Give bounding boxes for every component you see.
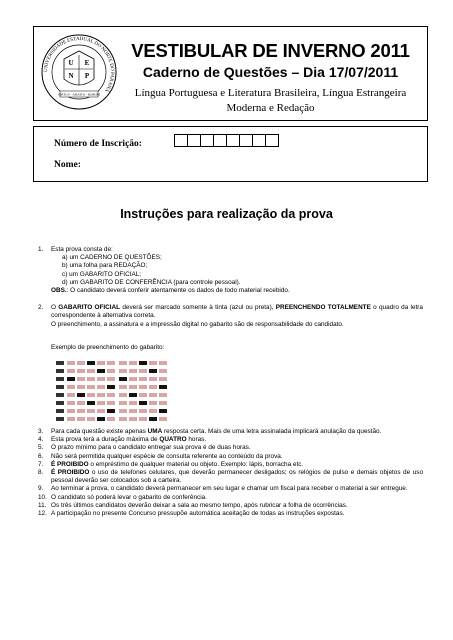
gabarito-option-box	[107, 401, 115, 405]
instruction-item	[38, 502, 423, 510]
gabarito-option-box	[119, 409, 127, 413]
item-number: 9.	[38, 485, 44, 493]
gabarito-row	[56, 407, 208, 415]
item-text	[51, 304, 423, 320]
gabarito-option-box	[119, 369, 127, 373]
text-bold: GABARITO OFICIAL	[58, 304, 121, 312]
instruction-item	[38, 461, 423, 469]
item-text-post: horas.	[186, 436, 207, 444]
subjects-line-2: Moderna e Redação	[226, 102, 315, 114]
gabarito-row	[56, 383, 208, 391]
gabarito-row	[56, 399, 208, 407]
instruction-item-1	[38, 246, 423, 295]
item-text-post: o empréstimo de qualquer material ou objeto. Exemplo: lápis, borracha etc.	[88, 460, 304, 468]
gabarito-option-box	[77, 377, 85, 381]
instruction-item	[38, 494, 423, 502]
gabarito-row-number	[56, 377, 64, 381]
gabarito-option-box	[129, 393, 137, 397]
gabarito-option-box	[77, 409, 85, 413]
gabarito-option-box	[97, 417, 105, 421]
item-number: 2.	[38, 304, 44, 312]
instruction-item	[38, 453, 423, 461]
item-text-bold: QUATRO	[159, 436, 187, 444]
registration-number-label: Número de Inscrição:	[54, 139, 142, 149]
exam-subtitle: Caderno de Questões – Dia 17/07/2011	[142, 64, 399, 80]
item-text-line-2: O preenchimento, a assinatura e a impressão digital no gabarito são de responsabilidade do candidato.	[51, 320, 344, 328]
gabarito-option-box	[77, 401, 85, 405]
gabarito-option-box	[67, 361, 75, 365]
gabarito-option-box	[149, 409, 157, 413]
gabarito-option-box	[77, 393, 85, 397]
gabarito-option-box	[139, 361, 147, 365]
item-text-bold: É PROIBIDO	[51, 460, 89, 468]
exam-title: VESTIBULAR DE INVERNO 2011	[131, 40, 410, 61]
gabarito-option-box	[149, 377, 157, 381]
gabarito-row-number	[56, 393, 64, 397]
gabarito-option-box	[139, 401, 147, 405]
sub-item-d: d) um GABARITO DE CONFERÊNCIA (para controle pessoal).	[62, 278, 241, 286]
gabarito-option-box	[77, 369, 85, 373]
gabarito-row	[56, 375, 208, 383]
name-label: Nome:	[54, 160, 81, 170]
gabarito-option-box	[67, 401, 75, 405]
registration-digit-cell[interactable]	[252, 134, 266, 147]
gabarito-option-box	[149, 393, 157, 397]
text-part: O	[51, 304, 59, 312]
gabarito-option-box	[87, 401, 95, 405]
item-number: 10.	[38, 493, 47, 501]
item-text-bold: UMA	[147, 428, 163, 435]
item-number: 4.	[38, 436, 44, 444]
gabarito-option-box	[159, 409, 167, 413]
gabarito-option-box	[107, 377, 115, 381]
gabarito-option-box	[107, 393, 115, 397]
seal-motto: VIRTUS · GRATIA · DOMINI	[57, 92, 101, 97]
item-number: 1.	[38, 246, 44, 253]
gabarito-option-box	[67, 393, 75, 397]
gabarito-option-box	[97, 361, 105, 365]
gabarito-row-number	[56, 369, 64, 373]
subjects-line-1: Língua Portuguesa e Literatura Brasileira, Língua Estrangeira	[134, 87, 407, 99]
gabarito-option-box	[97, 385, 105, 389]
gabarito-option-box	[129, 409, 137, 413]
gabarito-option-box	[139, 409, 147, 413]
gabarito-option-box	[77, 385, 85, 389]
sub-item-c: c) um GABARITO OFICIAL;	[62, 270, 142, 278]
instruction-item	[38, 428, 423, 436]
gabarito-option-box	[67, 377, 75, 381]
item-text-post: resposta certa. Mais de uma letra assinalada implicará anulação da questão.	[162, 428, 382, 435]
item-text: Esta prova terá a duração máxima de	[51, 436, 160, 444]
instruction-item	[38, 469, 423, 485]
seal-letter-p: P	[84, 72, 90, 80]
registration-digit-cell[interactable]	[213, 134, 227, 147]
item-number: 12.	[38, 510, 47, 518]
gabarito-option-box	[139, 417, 147, 421]
gabarito-option-box	[77, 361, 85, 365]
gabarito-option-box	[149, 361, 157, 365]
gabarito-option-box	[107, 417, 115, 421]
gabarito-option-box	[67, 409, 75, 413]
gabarito-option-box	[67, 385, 75, 389]
item-number: 6.	[38, 452, 44, 460]
gabarito-option-box	[87, 393, 95, 397]
gabarito-row-number	[56, 385, 64, 389]
gabarito-option-box	[119, 377, 127, 381]
gabarito-option-box	[119, 417, 127, 421]
gabarito-option-box	[159, 369, 167, 373]
gabarito-option-box	[129, 385, 137, 389]
item-text: Ao terminar a prova, o candidato deverá permanecer em seu lugar e chamar um fiscal para receber o material a ser entregue.	[51, 485, 408, 493]
seal-letter-u: U	[68, 59, 74, 67]
item-text-bold: É PROIBIDO	[51, 469, 90, 477]
instruction-item	[38, 436, 423, 444]
gabarito-option-box	[159, 385, 167, 389]
gabarito-option-box	[107, 385, 115, 389]
gabarito-option-box	[107, 409, 115, 413]
gabarito-row	[56, 391, 208, 399]
registration-digit-cell[interactable]	[239, 134, 253, 147]
registration-number-cells[interactable]	[174, 134, 278, 147]
gabarito-option-box	[87, 361, 95, 365]
gabarito-row	[56, 367, 208, 375]
instructions-title: Instruções para realização da prova	[120, 207, 333, 221]
gabarito-option-box	[87, 377, 95, 381]
gabarito-option-box	[159, 401, 167, 405]
gabarito-option-box	[149, 417, 157, 421]
gabarito-row	[56, 359, 208, 367]
gabarito-option-box	[129, 361, 137, 365]
instruction-item-2	[38, 304, 423, 329]
gabarito-option-box	[159, 361, 167, 365]
gabarito-row-number	[56, 409, 64, 413]
item-text: Não será permitida qualquer espécie de consulta referente ao conteúdo da prova.	[51, 452, 283, 460]
gabarito-row-number	[56, 401, 64, 405]
text-part: deverá ser marcado somente à tinta (azul ou preta),	[120, 304, 276, 312]
gabarito-option-box	[139, 377, 147, 381]
gabarito-example-label: Exemplo de preenchimento do gabarito:	[51, 344, 165, 351]
item-text-post: o uso de telefones celulares, que deverão permanecer desligados; os relógios de pulso e demais objetos de uso pessoal deverão ser colocados sob a carteira.	[51, 469, 423, 485]
gabarito-option-box	[87, 385, 95, 389]
gabarito-option-box	[107, 369, 115, 373]
obs-text: : O candidato deverá conferir atentamente os dados de todo material recebido.	[66, 287, 290, 295]
gabarito-option-box	[67, 417, 75, 421]
registration-digit-cell[interactable]	[226, 134, 240, 147]
gabarito-option-box	[97, 377, 105, 381]
gabarito-option-box	[119, 401, 127, 405]
seal-letter-n: N	[68, 72, 74, 80]
registration-digit-cell[interactable]	[187, 134, 201, 147]
item-number: 8.	[38, 469, 44, 477]
gabarito-option-box	[129, 369, 137, 373]
instruction-item	[38, 444, 423, 452]
instruction-item	[38, 485, 423, 493]
gabarito-option-box	[87, 409, 95, 413]
instructions-list-top	[38, 246, 423, 329]
gabarito-option-box	[129, 377, 137, 381]
gabarito-row	[56, 415, 208, 423]
gabarito-option-box	[97, 393, 105, 397]
gabarito-option-box	[149, 385, 157, 389]
item-text: O prazo mínimo para o candidato entregar sua prova é de duas horas.	[51, 444, 251, 452]
item-text: Para cada questão existe apenas	[51, 428, 148, 435]
item-number: 5.	[38, 444, 44, 452]
registration-digit-cell[interactable]	[265, 134, 279, 147]
university-seal-logo	[40, 33, 118, 111]
gabarito-option-box	[159, 377, 167, 381]
item-text: O candidato só poderá levar o gabarito de conferência.	[51, 493, 207, 501]
gabarito-option-box	[129, 401, 137, 405]
gabarito-row-number	[56, 361, 64, 365]
gabarito-option-box	[97, 401, 105, 405]
text-part: o quadro da letra correspondente à alternativa correta.	[51, 304, 423, 320]
gabarito-option-box	[149, 401, 157, 405]
gabarito-option-box	[77, 417, 85, 421]
gabarito-option-box	[139, 385, 147, 389]
gabarito-option-box	[97, 369, 105, 373]
instruction-item	[38, 510, 423, 518]
gabarito-option-box	[159, 393, 167, 397]
obs-note	[51, 287, 423, 295]
gabarito-option-box	[107, 361, 115, 365]
gabarito-option-box	[129, 417, 137, 421]
item-number: 3.	[38, 428, 44, 435]
gabarito-option-box	[87, 369, 95, 373]
gabarito-option-box	[67, 369, 75, 373]
exam-subjects	[118, 86, 423, 116]
gabarito-row-number	[56, 417, 64, 421]
gabarito-option-box	[87, 417, 95, 421]
registration-digit-cell[interactable]	[200, 134, 214, 147]
instructions-list-bottom	[38, 428, 423, 518]
item-text: Os três últimos candidatos deverão deixar a sala ao mesmo tempo, após rubricar a folha de ocorrências.	[51, 501, 348, 509]
gabarito-option-box	[139, 393, 147, 397]
gabarito-option-box	[139, 369, 147, 373]
gabarito-option-box	[119, 361, 127, 365]
sub-item-a: a) um CADERNO DE QUESTÕES;	[62, 254, 162, 262]
gabarito-option-box	[149, 369, 157, 373]
item-number: 11.	[38, 501, 47, 509]
gabarito-option-box	[159, 417, 167, 421]
gabarito-option-box	[119, 385, 127, 389]
item-text: Esta prova consta de:	[51, 246, 113, 253]
seal-letter-e: E	[84, 59, 90, 67]
obs-label: OBS.	[51, 287, 67, 295]
item-text: A participação no presente Concurso pressupõe automática aceitação de todas as instruções expostas.	[51, 510, 345, 518]
sub-item-b: b) uma folha para REDAÇÃO;	[62, 262, 148, 270]
seal-ring-text: UNIVERSIDADE ESTADUAL DO NORTE DO PARANÁ	[43, 36, 115, 93]
item-number: 7.	[38, 460, 44, 468]
gabarito-option-box	[119, 393, 127, 397]
text-bold: PREENCHENDO TOTALMENTE	[275, 304, 371, 312]
registration-digit-cell[interactable]	[174, 134, 188, 147]
gabarito-example-grid	[56, 359, 208, 423]
gabarito-option-box	[97, 409, 105, 413]
